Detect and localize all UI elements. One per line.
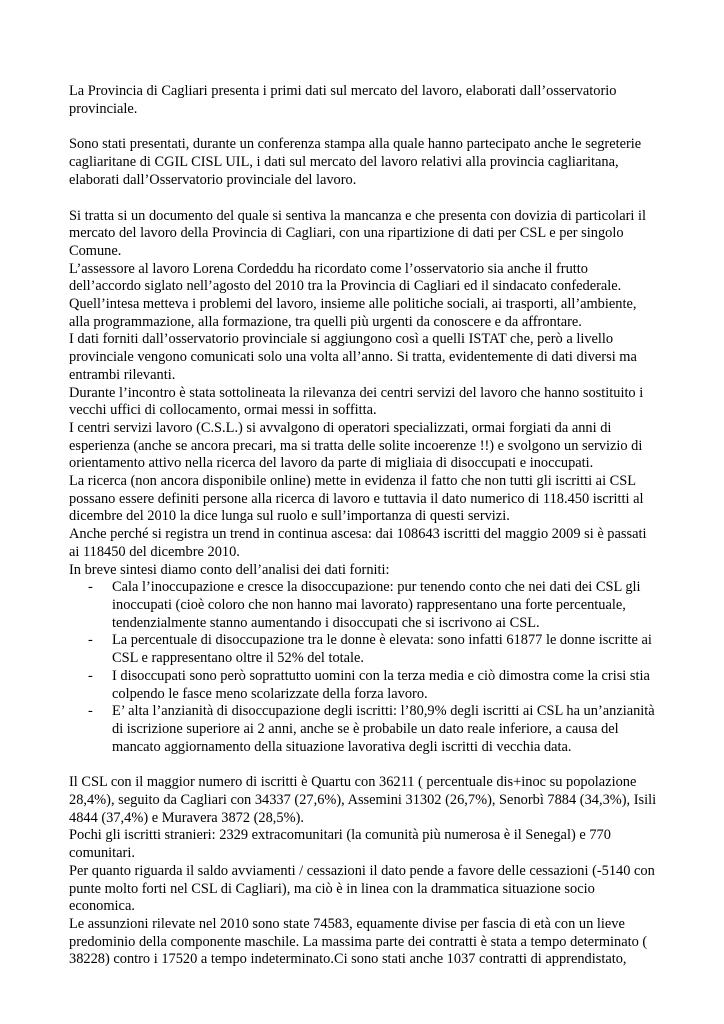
list-item-text: I disoccupati sono però soprattutto uomini con la terza media e ciò dimostra come la crisi stia colpendo le fasce meno scolarizzate della forza lavoro.	[112, 667, 650, 702]
paragraph: In breve sintesi diamo conto dell’analisi dei dati forniti:	[69, 561, 390, 578]
list-item-text: La percentuale di disoccupazione tra le donne è elevata: sono infatti 61877 le donne iscritte ai CSL e rappresentano oltre il 52% del totale.	[112, 632, 652, 667]
document-body	[69, 83, 659, 969]
paragraph-gap	[69, 118, 659, 136]
list-item-text: E’ alta l’anzianità di disoccupazione degli iscritti: l’80,9% degli iscritti ai CSL ha un’anzianità di iscrizione superiore ai 2 anni, anche se è probabile un dato reale inferiore, a causa del mancato aggiornamento della situazione lavorativa degli iscritti di vecchia data.	[112, 703, 655, 755]
paragraph: Per quanto riguarda il saldo avviamenti / cessazioni il dato pende a favore delle cessazioni (-5140 con punte molto forti nel CSL di Cagliari), ma ciò è in linea con la drammatica situazione socio economica.	[69, 862, 655, 915]
list-item	[69, 632, 659, 667]
paragraph: Sono stati presentati, durante un conferenza stampa alla quale hanno partecipato anche le segreterie cagliaritane di CGIL CISL UIL, i dati sul mercato del lavoro relativi alla provincia cagliaritana, elaborati dall’Osservatorio provinciale del lavoro.	[69, 136, 642, 188]
list-item	[69, 668, 659, 703]
paragraph: Anche perché si registra un trend in continua ascesa: dai 108643 iscritti del maggio 2009 si è passati ai 118450 del dicembre 2010.	[69, 526, 647, 560]
paragraph: Si tratta si un documento del quale si sentiva la mancanza e che presenta con dovizia di particolari il mercato del lavoro della Provincia di Cagliari, con una ripartizione di dati per CSL e per singolo Comune.	[69, 207, 647, 259]
dash-bullet: -	[88, 667, 93, 684]
paragraph: Il CSL con il maggior numero di iscritti è Quartu con 36211 ( percentuale dis+inoc su popolazione 28,4%), seguito da Cagliari con 34337 (27,6%), Assemini 31302 (26,7%), Senorbì 7884 (34,3%), Isili 4844 (37,4%) e Muravera 3872 (28,5%).	[69, 774, 657, 826]
paragraph: L’assessore al lavoro Lorena Cordeddu ha ricordato come l’osservatorio sia anche il frutto dell’accordo siglato nell’agosto del 2010 tra la Provincia di Cagliari ed il sindacato confederale. Quell’intesa metteva i problemi del lavoro, insieme alle politiche sociali, ai trasporti, all’ambiente, alla programmazione, alla formazione, tra quelli più urgenti da conoscere e da affrontare.	[69, 260, 637, 330]
paragraph: Pochi gli iscritti stranieri: 2329 extracomunitari (la comunità più numerosa è il Senegal) e 770 comunitari.	[69, 827, 611, 862]
paragraph: I centri servizi lavoro (C.S.L.) si avvalgono di operatori specializzati, ormai forgiati da anni di esperienza (anche se ancora precari, ma si tratta delle solite incoerenze !!) e svolgono un servizio di orientamento attivo nella ricerca del lavoro da parte di migliaia di disoccupati e inoccupati.	[69, 419, 643, 472]
dash-bullet: -	[88, 579, 93, 596]
list-item	[69, 703, 659, 756]
list-item-text: Cala l’inoccupazione e cresce la disoccupazione: pur tenendo conto che nei dati dei CSL gli inoccupati (cioè coloro che non hanno mai lavorato) rappresentano una forte percentuale, tendenzialmente stanno aumentando i disoccupati che si iscrivono ai CSL.	[112, 579, 641, 631]
paragraph-gap	[69, 190, 659, 208]
list-item	[69, 579, 659, 632]
bullet-list	[69, 579, 659, 756]
paragraph: La Provincia di Cagliari presenta i primi dati sul mercato del lavoro, elaborati dall’osservatorio provinciale.	[69, 83, 617, 117]
paragraph: La ricerca (non ancora disponibile online) mette in evidenza il fatto che non tutti gli iscritti ai CSL possano essere definiti persone alla ricerca di lavoro e tuttavia il dato numerico di 118.450 iscritti al dicembre del 2010 la dice lunga sul ruolo e sull’importanza di questi servizi.	[69, 473, 644, 525]
paragraph: Le assunzioni rilevate nel 2010 sono state 74583, equamente divise per fascia di età con un lieve predominio della componente maschile. La massima parte dei contratti è stata a tempo determinato ( 38228) contro i 17520 a tempo indeterminato.Ci sono stati anche 1037 contratti di apprendistato,	[69, 915, 648, 968]
paragraph-gap	[69, 756, 659, 774]
dash-bullet: -	[88, 703, 93, 720]
paragraph: I dati forniti dall’osservatorio provinciale si aggiungono così a quelli ISTAT che, però a livello provinciale vengono comunicati solo una volta all’anno. Si tratta, evidentemente di dati diversi ma entrambi rilevanti.	[69, 331, 637, 383]
dash-bullet: -	[88, 632, 93, 649]
paragraph: Durante l’incontro è stata sottolineata la rilevanza dei centri servizi del lavoro che hanno sostituito i vecchi uffici di collocamento, ormai messi in soffitta.	[69, 384, 644, 419]
